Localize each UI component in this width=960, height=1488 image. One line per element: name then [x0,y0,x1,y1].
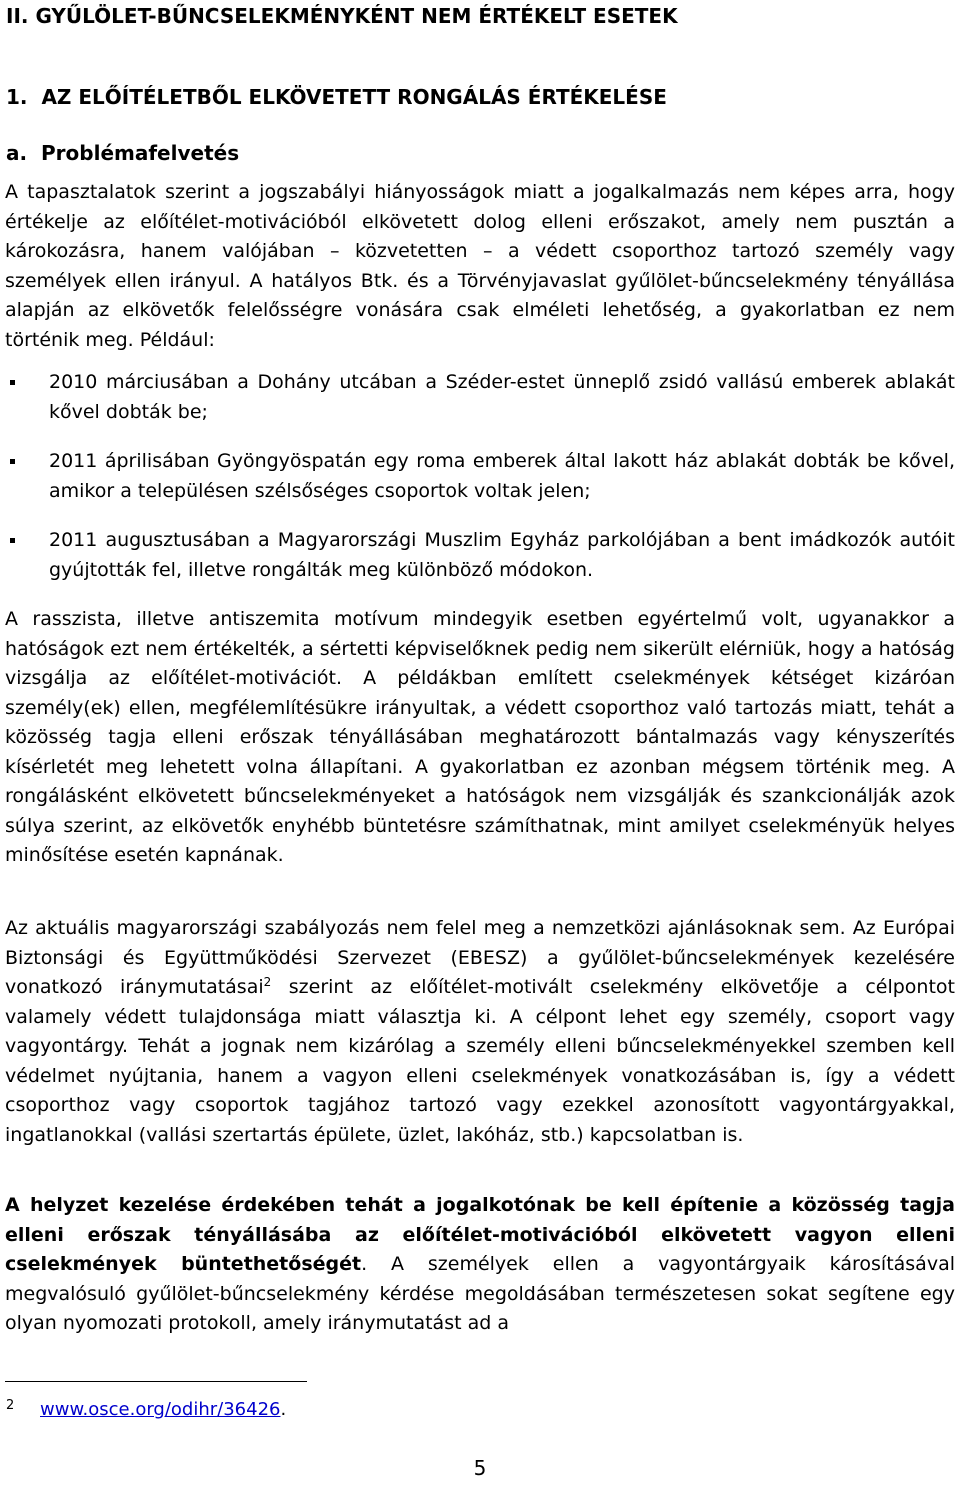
list-item-text: 2010 márciusában a Dohány utcában a Széder-estet ünneplő zsidó vallású emberek ablakát kővel dobták be; [49,371,955,423]
page-number: 5 [473,1456,487,1480]
square-bullet-icon [10,380,15,385]
list-item [5,447,955,506]
paragraph-osce [5,914,955,1150]
list-item-text: 2011 augusztusában a Magyarországi Muszlim Egyház parkolójában a bent imádkozók autóit gyújtották fel, illetve rongálták meg különböző módokon. [49,529,955,581]
examples-list [5,368,955,605]
list-item [5,368,955,427]
square-bullet-icon [10,538,15,543]
footnote-divider [5,1381,307,1382]
footnote-trailing: . [280,1399,287,1420]
footnote-number: 2 [6,1398,15,1413]
footnote-link[interactable]: www.osce.org/odihr/36426 [40,1399,281,1420]
subsubsection-heading: a. Problémafelvetés [6,141,240,165]
paragraph-osce-text-end: szerint az előítélet-motivált cselekmény elkövetője a célpontot valamely védett tulajdonsága miatt választja ki. A célpont lehet egy személy, csoport vagy vagyontárgy. Tehát a jognak nem kizárólag a személy elleni bűncselekményekkel szemben kell védelmet nyújtania, hanem a vagyon elleni cselekmények vonatkozásában is, így a védett csoporthoz vagy csoportok tagjához tartozó vagy ezekkel azonosított vagyontárgyakkal, ingatlanokkal (vallási szertartás épülete, üzlet, lakóház, stb.) kapcsolatban is. [5,976,955,1146]
paragraph-osce-text-start: Az aktuális magyarországi szabályozás nem felel meg a nemzetközi ajánlásoknak sem. Az Európai Biztonsági és Együttműködési Szervezet (EBESZ) a gyűlölet-bűncselekmények kezelésére vonatkozó iránymutatásai [5,917,955,998]
footnote-reference[interactable]: 2 [263,975,272,989]
paragraph-conclusion [5,1191,955,1339]
square-bullet-icon [10,459,15,464]
paragraph-intro: A tapasztalatok szerint a jogszabályi hiányosságok miatt a jogalkalmazás nem képes arra, hogy értékelje az előítélet-motivációból elkövetett dolog elleni erőszakot, amely nem pusztán a károkozásra, hanem valójában – közvetetten – a védett csoporthoz tartozó személy vagy személyek ellen irányul. A hatályos Btk. és a Törvényjavaslat gyűlölet-bűncselekmény tényállása alapján az elkövetők felelősségre vonására csak elméleti lehetőség, a gyakorlatban ez nem történik meg. Például: [5,181,955,351]
subsection-heading: 1. AZ ELŐÍTÉLETBŐL ELKÖVETETT RONGÁLÁS ÉRTÉKELÉSE [6,85,667,109]
section-heading: II. GYŰLÖLET-BŰNCSELEKMÉNYKÉNT NEM ÉRTÉKELT ESETEK [6,4,678,28]
list-item [5,526,955,585]
paragraph-conclusion-text: . A személyek ellen a vagyontárgyaik károsításával megvalósuló gyűlölet-bűncselekmény kérdése megoldásában természetesen sokat segítene egy olyan nyomozati protokoll, amely iránymutatást ad a [5,1253,955,1334]
list-item-text: 2011 áprilisában Gyöngyöspatán egy roma emberek által lakott ház ablakát dobták be kővel, amikor a településen szélsőséges csoportok voltak jelen; [49,450,955,502]
paragraph-analysis: A rasszista, illetve antiszemita motívum mindegyik esetben egyértelmű volt, ugyanakkor a hatóságok ezt nem értékelték, a sértetti képviselőknek pedig nem sikerült elérniük, hogy a hatóság vizsgálja az előítélet-motivációt. A példákban említett cselekmények kétséget kizáróan személy(ek) ellen, megfélemlítésükre irányultak, a védett csoporthoz való tartozás miatt, tehát a közösség tagja elleni erőszak tényállásában meghatározott bántalmazás vagy kényszerítés kísérletét meg lehetett volna állapítani. A gyakorlatban ez azonban mégsem történik meg. A rongálásként elkövetett bűncselekményeket a hatóságok nem vizsgálják és szankcionálják azok súlya szerint, az elkövetők enyhébb büntetésre számíthatnak, mint amilyet cselekményük helyes minősítése esetén kapnának. [5,608,955,866]
footnote [6,1393,286,1423]
paragraph-conclusion-emphasis: A helyzet kezelése érdekében tehát a jogalkotónak be kell építenie a közösség tagja elleni erőszak tényállásába az előítélet-motivációból elkövetett vagyon elleni cselekmények büntethetőségét [5,1194,955,1275]
